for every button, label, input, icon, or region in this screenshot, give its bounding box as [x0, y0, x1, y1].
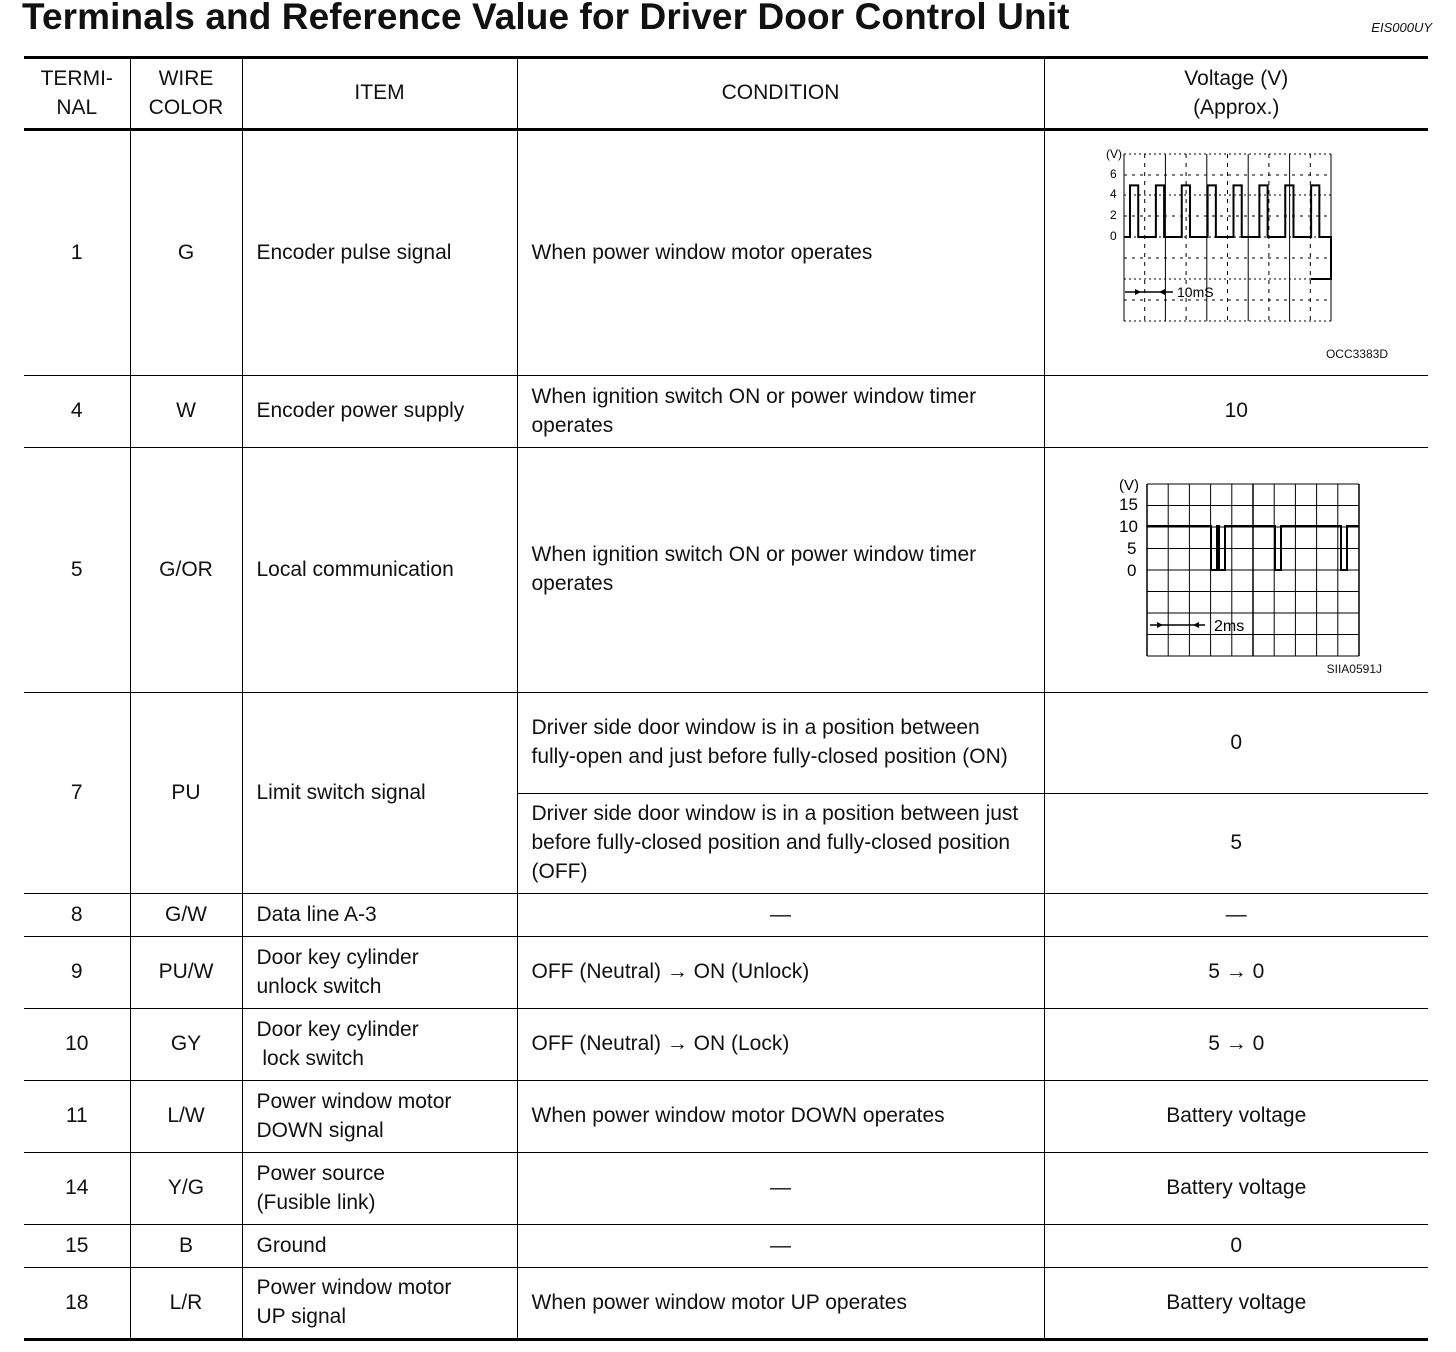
item-cell: Data line A-3	[242, 894, 517, 937]
item-cell: Encoder pulse signal	[242, 130, 517, 376]
wire-color-cell: L/W	[130, 1081, 242, 1153]
header-row	[24, 58, 1428, 130]
condition-cell: —	[517, 894, 1044, 937]
table-row	[24, 1225, 1428, 1268]
terminal-cell: 4	[24, 376, 130, 448]
item-cell: Power window motor DOWN signal	[242, 1081, 517, 1153]
terminal-cell: 7	[24, 693, 130, 894]
terminal-cell: 5	[24, 448, 130, 693]
wire-color-cell: PU	[130, 693, 242, 894]
y-tick-label: 5	[1126, 539, 1136, 558]
header-item: ITEM	[242, 58, 517, 130]
time-scale-label: 2ms	[1213, 618, 1244, 635]
item-cell: Ground	[242, 1225, 517, 1268]
waveform-y-axis-labels	[1119, 477, 1139, 580]
condition-cell: OFF (Neutral) → ON (Lock)	[517, 1009, 1044, 1081]
wire-color-cell: G/OR	[130, 448, 242, 693]
header-condition: CONDITION	[517, 58, 1044, 130]
wire-color-cell: G/W	[130, 894, 242, 937]
terminal-cell: 18	[24, 1268, 130, 1340]
item-cell: Limit switch signal	[242, 693, 517, 894]
table-row	[24, 130, 1428, 376]
waveform-grid	[1147, 484, 1359, 656]
time-scale-marker	[1125, 284, 1214, 300]
wire-color-cell: Y/G	[130, 1153, 242, 1225]
figure-code: OCC3383D	[1325, 347, 1388, 362]
y-tick-label: 6	[1109, 167, 1117, 181]
y-tick-label: 15	[1118, 495, 1138, 514]
y-unit-label: (V)	[1105, 147, 1122, 161]
header-wire-color: WIRE COLOR	[130, 58, 242, 130]
terminal-cell: 10	[24, 1009, 130, 1081]
table-row	[24, 894, 1428, 937]
waveform-y-axis-labels	[1106, 147, 1122, 243]
document-code: EIS000UY	[1371, 20, 1432, 35]
time-scale-marker	[1150, 618, 1244, 635]
terminal-reference-table	[24, 56, 1428, 1341]
condition-cell: When power window motor DOWN operates	[517, 1081, 1044, 1153]
condition-cell: —	[517, 1225, 1044, 1268]
condition-cell: Driver side door window is in a position between just before fully-closed position and fully-closed position (OFF)	[517, 794, 1044, 894]
page-title: Terminals and Reference Value for Driver Door Control Unit	[22, 0, 1070, 37]
y-tick-label: 10	[1118, 517, 1138, 536]
condition-cell: Driver side door window is in a position between fully-open and just before fully-closed position (ON)	[517, 693, 1044, 794]
voltage-cell: Battery voltage	[1044, 1268, 1428, 1340]
y-tick-label: 4	[1109, 187, 1117, 201]
voltage-cell: 10	[1044, 376, 1428, 448]
table-row	[24, 1009, 1428, 1081]
time-scale-label: 10mS	[1176, 284, 1214, 300]
voltage-cell: 0	[1044, 693, 1428, 794]
condition-cell: When ignition switch ON or power window timer operates	[517, 448, 1044, 693]
voltage-cell	[1044, 130, 1428, 376]
item-cell: Local communication	[242, 448, 517, 693]
voltage-cell: 5 → 0	[1044, 1009, 1428, 1081]
terminal-cell: 14	[24, 1153, 130, 1225]
condition-cell: OFF (Neutral) → ON (Unlock)	[517, 937, 1044, 1009]
item-cell: Door key cylinder unlock switch	[242, 937, 517, 1009]
voltage-cell	[1044, 448, 1428, 693]
wire-color-cell: GY	[130, 1009, 242, 1081]
voltage-cell: 0	[1044, 1225, 1428, 1268]
table-row	[24, 1081, 1428, 1153]
wire-color-cell: G	[130, 130, 242, 376]
y-tick-label: 0	[1126, 561, 1136, 580]
y-tick-label: 0	[1109, 229, 1117, 243]
wire-color-cell: L/R	[130, 1268, 242, 1340]
condition-cell: When power window motor operates	[517, 130, 1044, 376]
terminal-cell: 8	[24, 894, 130, 937]
item-cell: Encoder power supply	[242, 376, 517, 448]
wire-color-cell: B	[130, 1225, 242, 1268]
table-row	[24, 1268, 1428, 1340]
voltage-cell: 5 → 0	[1044, 937, 1428, 1009]
item-cell: Power source (Fusible link)	[242, 1153, 517, 1225]
condition-cell: —	[517, 1153, 1044, 1225]
voltage-cell: —	[1044, 894, 1428, 937]
voltage-cell: Battery voltage	[1044, 1153, 1428, 1225]
table-row	[24, 376, 1428, 448]
header-terminal: TERMI- NAL	[24, 58, 130, 130]
condition-cell: When power window motor UP operates	[517, 1268, 1044, 1340]
item-cell: Power window motor UP signal	[242, 1268, 517, 1340]
local-communication-waveform	[1059, 448, 1443, 692]
condition-cell: When ignition switch ON or power window timer operates	[517, 376, 1044, 448]
wire-color-cell: W	[130, 376, 242, 448]
table-row	[24, 448, 1428, 693]
terminal-cell: 9	[24, 937, 130, 1009]
wire-color-cell: PU/W	[130, 937, 242, 1009]
item-cell: Door key cylinder lock switch	[242, 1009, 517, 1081]
figure-code: SIIA0591J	[1326, 662, 1382, 677]
voltage-cell: 5	[1044, 794, 1428, 894]
encoder-pulse-waveform	[1059, 131, 1443, 375]
table-row	[24, 693, 1428, 794]
y-unit-label: (V)	[1118, 477, 1139, 494]
table-row	[24, 1153, 1428, 1225]
terminal-cell: 1	[24, 130, 130, 376]
terminal-cell: 11	[24, 1081, 130, 1153]
voltage-cell: Battery voltage	[1044, 1081, 1428, 1153]
table-row	[24, 937, 1428, 1009]
terminal-cell: 15	[24, 1225, 130, 1268]
y-tick-label: 2	[1109, 208, 1117, 222]
header-voltage: Voltage (V) (Approx.)	[1044, 58, 1428, 130]
